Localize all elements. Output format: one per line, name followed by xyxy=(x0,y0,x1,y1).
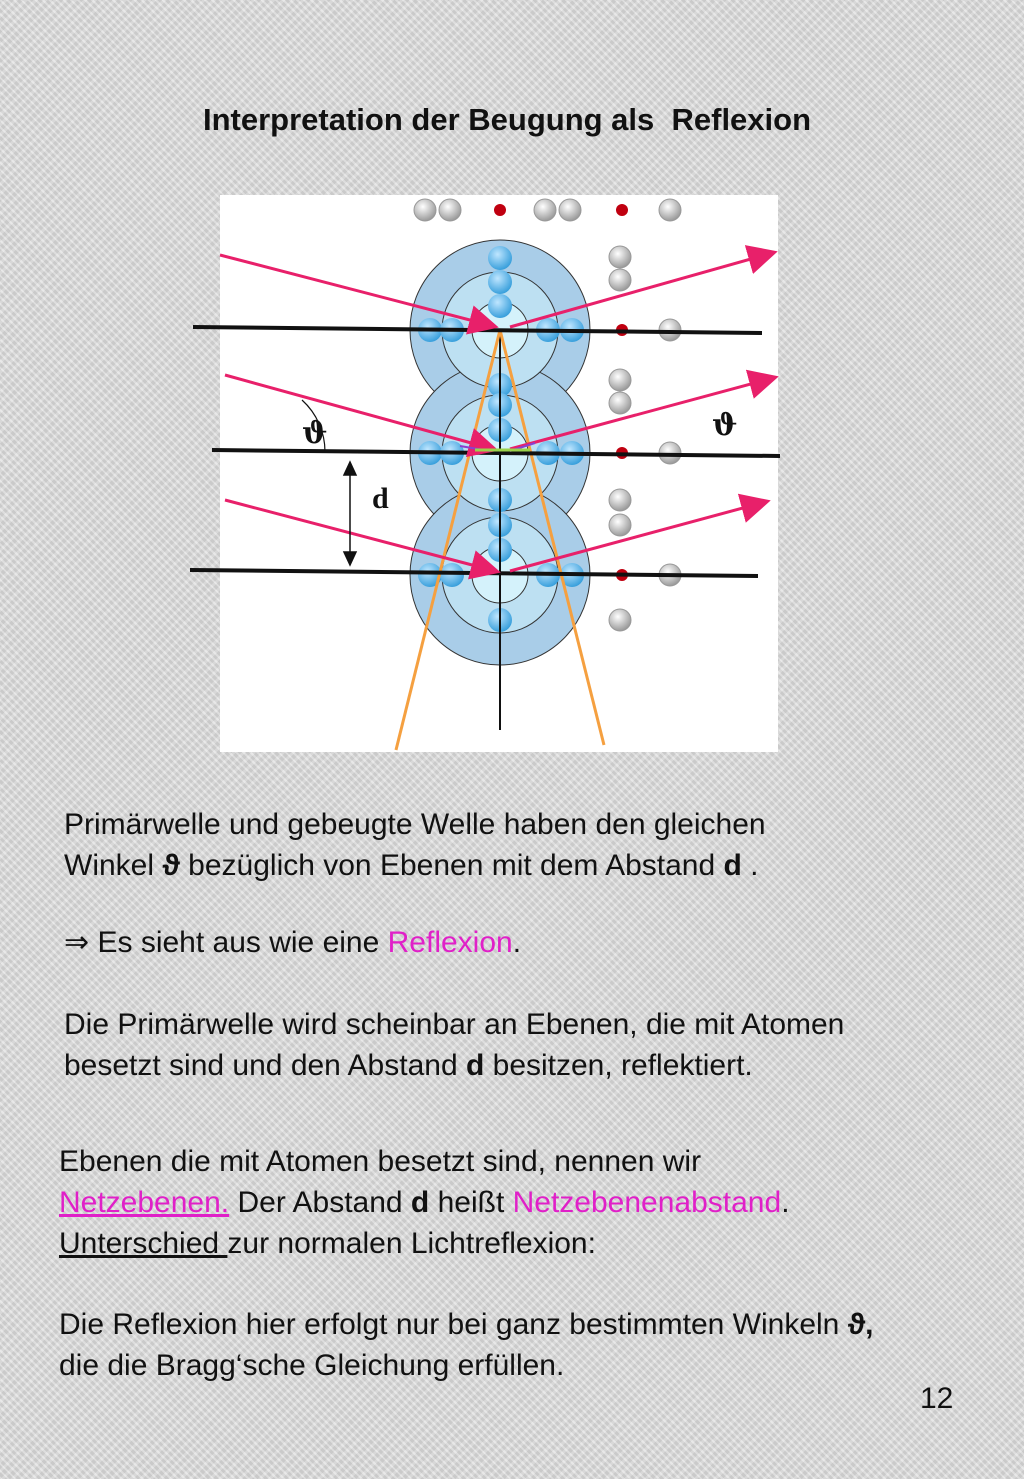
theta-right-label: ϑ xyxy=(712,408,738,443)
page-number: 12 xyxy=(920,1382,954,1415)
paragraph-bragg: Die Reflexion hier erfolgt nur bei ganz bestimmten Winkeln ϑ, die die Bragg‘sche Gleichung erfüllen. xyxy=(59,1308,874,1382)
para1-line2: Winkel ϑ bezüglich von Ebenen mit dem Abstand d . xyxy=(64,849,759,882)
para1-line1: Primärwelle und gebeugte Welle haben den gleichen xyxy=(64,808,766,841)
theta-symbol: ϑ xyxy=(162,849,180,882)
paragraph-apparent-reflection: Die Primärwelle wird scheinbar an Ebenen, die mit Atomen besetzt sind und den Abstand d besitzen, reflektiert. xyxy=(64,1008,845,1082)
reflexion-term: Reflexion xyxy=(387,926,513,959)
bragg-reflection-diagram xyxy=(190,190,790,755)
netzebenenabstand-term: Netzebenenabstand xyxy=(512,1186,782,1219)
theta-symbol-bragg: ϑ, xyxy=(847,1308,874,1341)
paragraph-netzebenen: Ebenen die mit Atomen besetzt sind, nennen wir Netzebenen. Der Abstand d heißt Netzebenenabstand. Unterschied zur normalen Lichtreflexion: xyxy=(59,1145,790,1260)
netzebenen-term: Netzebenen. xyxy=(59,1186,230,1219)
page-title: Interpretation der Beugung als Reflexion xyxy=(203,102,812,137)
implies-arrow: ⇒ xyxy=(64,926,90,959)
unterschied-term: Unterschied xyxy=(59,1227,228,1260)
theta-left-label: ϑ xyxy=(302,416,328,451)
paragraph-primary-wave xyxy=(64,804,766,886)
d-label: d xyxy=(372,482,389,515)
paragraph-reflection: ⇒ Es sieht aus wie eine Reflexion. xyxy=(64,926,522,959)
